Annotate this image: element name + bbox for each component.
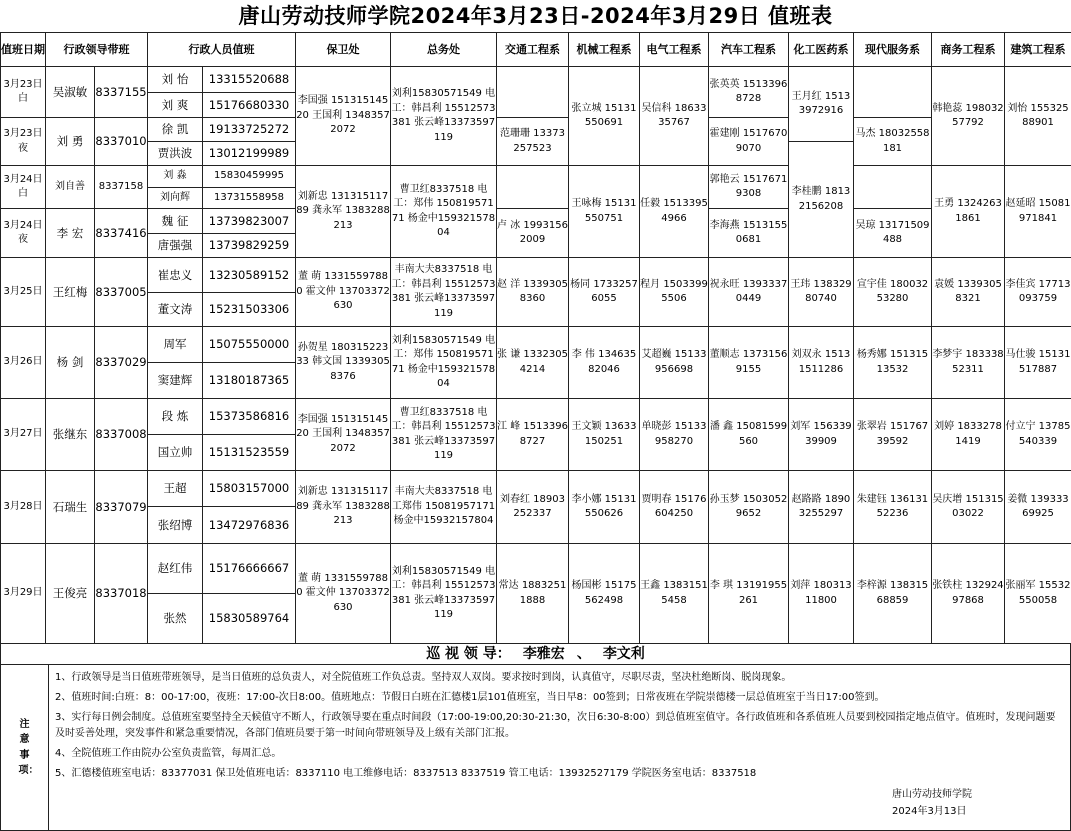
leader-phone: 8337155 xyxy=(95,67,148,118)
dept-cell: 王鑫 13831515458 xyxy=(640,544,709,644)
leader-name: 吴淑敏 xyxy=(46,67,95,118)
dept-cell: 郭艳云 15176719308 xyxy=(709,166,789,209)
notes-label-text: 注意事项： xyxy=(18,718,39,776)
staff-phone: 13230589152 xyxy=(203,258,296,293)
staff-name: 崔忠义 xyxy=(148,258,203,293)
header-security: 保卫处 xyxy=(296,33,391,67)
dept-cell: 李梓源 13831568859 xyxy=(854,544,932,644)
dept-cell: 孙玉梦 15030529652 xyxy=(709,471,789,544)
staff-phone: 13472976836 xyxy=(203,507,296,544)
dept-cell: 霍建刚 15176709070 xyxy=(709,118,789,166)
dept-cell: 马杰 18032558181 xyxy=(854,118,932,166)
leader-name: 王红梅 xyxy=(46,258,95,327)
patrol-separator: 、 xyxy=(576,646,591,662)
dept-cell: 李 琪 13191955261 xyxy=(709,544,789,644)
note-item: 4、全院值班工作由院办公室负责监管，每周汇总。 xyxy=(55,747,282,759)
staff-name: 窦建辉 xyxy=(148,363,203,399)
leader-name: 刘 勇 xyxy=(46,118,95,166)
staff-name: 刘 怡 xyxy=(148,67,203,93)
dept-cell: 李海燕 15131550681 xyxy=(709,209,789,258)
staff-name: 董文涛 xyxy=(148,293,203,327)
dept-cell: 吴琼 13171509488 xyxy=(854,209,932,258)
leader-phone: 8337018 xyxy=(95,544,148,644)
staff-phone: 15830459995 xyxy=(203,166,296,188)
dept-cell: 李梦宇 18333852311 xyxy=(932,327,1005,399)
dept-cell: 任毅 15133954966 xyxy=(640,166,709,258)
security-cell: 董 萌 13315597880 霍文仲 13703372630 xyxy=(296,258,391,327)
dept-cell: 刘双永 15131511286 xyxy=(789,327,854,399)
header-dept-transport: 交通工程系 xyxy=(497,33,569,67)
dept-cell: 李小娜 15131550626 xyxy=(569,471,640,544)
date-cell: 3月23日白 xyxy=(1,67,46,118)
dept-cell: 吴庆增 15131503022 xyxy=(932,471,1005,544)
signature-org: 唐山劳动技师学院 xyxy=(892,789,972,800)
staff-phone: 13315520688 xyxy=(203,67,296,93)
staff-phone: 15373586816 xyxy=(203,399,296,435)
note-item: 3、实行每日例会制度。总值班室要坚持全天候值守不断人，行政领导要在重点时间段（17:00-19:00,20:30-21:30，次日6:30-8:00）到总值班室值守。各行政值班和各系值班人员要到校园指定地点值守。值班时，发现问题要及时妥善处理，突发事件和紧急重要情况，各部门值班员要于第一时间向带班领导及上级有关部门汇报。 xyxy=(55,712,1056,739)
leader-phone: 8337005 xyxy=(95,258,148,327)
dept-cell: 单晓彭 15133958270 xyxy=(640,399,709,471)
general-cell: 丰南大夫8337518 电工：韩昌利 15512573381 张云峰13373597119 xyxy=(391,258,497,327)
dept-cell: 董顺志 13731569155 xyxy=(709,327,789,399)
dept-cell: 艾超巍 15133956698 xyxy=(640,327,709,399)
staff-phone: 15131523559 xyxy=(203,435,296,471)
security-cell: 董 萌 13315597880 霍文仲 13703372630 xyxy=(296,544,391,644)
note-item: 2、值班时间:白班：8：00-17:00，夜班：17:00-次日8:00。值班地点：节假日白班在汇德楼1层101值班室，当日早8：00签到；日常夜班在学院崇德楼一层总值班室于当日17:00签到。 xyxy=(55,692,885,703)
patrol-name: 李雅宏 xyxy=(522,646,565,662)
leader-name: 王俊亮 xyxy=(46,544,95,644)
note-item: 5、汇德楼值班室电话：83377031 保卫处值班电话：8337110 电工维修电话：8337513 8337519 管工电话：13932527179 学院医务室电话：8337518 xyxy=(55,767,757,779)
dept-cell: 朱建钰 13613152236 xyxy=(854,471,932,544)
staff-phone: 15803157000 xyxy=(203,471,296,507)
leader-phone: 8337010 xyxy=(95,118,148,166)
dept-cell: 付立宁 13785540339 xyxy=(1005,399,1071,471)
staff-name: 徐 凯 xyxy=(148,118,203,142)
dept-cell: 范珊珊 13373257523 xyxy=(497,118,569,166)
dept-cell: 赵 洋 13393058360 xyxy=(497,258,569,327)
dept-cell: 王玮 13832980740 xyxy=(789,258,854,327)
staff-phone: 15176680330 xyxy=(203,93,296,118)
security-cell: 李国强 15131514520 王国利 13483572072 xyxy=(296,399,391,471)
leader-name: 杨 剑 xyxy=(46,327,95,399)
dept-cell: 刘春红 18903252337 xyxy=(497,471,569,544)
staff-name: 刘向辉 xyxy=(148,188,203,209)
staff-name: 刘 淼 xyxy=(148,166,203,188)
dept-cell: 王勇 13242631861 xyxy=(932,166,1005,258)
staff-name: 国立帅 xyxy=(148,435,203,471)
dept-cell: 宣宇佳 18003253280 xyxy=(854,258,932,327)
dept-cell: 赵延昭 15081971841 xyxy=(1005,166,1071,258)
dept-cell: 李佳宾 17713093759 xyxy=(1005,258,1071,327)
patrol-name: 李文利 xyxy=(602,646,645,662)
header-leader: 行政领导带班 xyxy=(46,33,148,67)
header-staff: 行政人员值班 xyxy=(148,33,296,67)
leader-phone: 8337158 xyxy=(95,166,148,209)
staff-name: 张绍博 xyxy=(148,507,203,544)
staff-name: 刘 爽 xyxy=(148,93,203,118)
staff-phone: 13731558958 xyxy=(203,188,296,209)
header-dept-modern-service: 现代服务系 xyxy=(854,33,932,67)
header-general: 总务处 xyxy=(391,33,497,67)
date-cell: 3月25日 xyxy=(1,258,46,327)
dept-cell: 张丽军 15532550058 xyxy=(1005,544,1071,644)
general-cell: 刘利15830571549 电工：韩昌利 15512573381 张云峰13373597119 xyxy=(391,544,497,644)
staff-name: 魏 征 xyxy=(148,209,203,234)
dept-cell: 张翠岩 15176739592 xyxy=(854,399,932,471)
dept-cell: 吴信科 1863335767 xyxy=(640,67,709,166)
dept-cell: 贾明春 15176604250 xyxy=(640,471,709,544)
staff-name: 唐强强 xyxy=(148,234,203,258)
dept-cell-blank xyxy=(497,166,569,209)
staff-name: 段 炼 xyxy=(148,399,203,435)
leader-phone: 8337416 xyxy=(95,209,148,258)
header-dept-automotive: 汽车工程系 xyxy=(709,33,789,67)
staff-phone: 13180187365 xyxy=(203,363,296,399)
general-cell: 刘利15830571549 电工：韩昌利 15512573381 张云峰13373597119 xyxy=(391,67,497,166)
security-cell: 刘新忠 13131511789 龚永军 1383288213 xyxy=(296,166,391,258)
dept-cell: 王月红 15133972916 xyxy=(789,67,854,142)
dept-cell: 姜微 13933369925 xyxy=(1005,471,1071,544)
dept-cell: 祝永旺 13933370449 xyxy=(709,258,789,327)
header-dept-electrical: 电气工程系 xyxy=(640,33,709,67)
duty-table xyxy=(0,32,1071,644)
date-cell: 3月28日 xyxy=(1,471,46,544)
date-cell: 3月27日 xyxy=(1,399,46,471)
dept-cell: 程月 15033995506 xyxy=(640,258,709,327)
security-cell: 孙贺星 18031522333 韩文国 13393058376 xyxy=(296,327,391,399)
staff-phone: 13739823007 xyxy=(203,209,296,234)
leader-name: 石瑞生 xyxy=(46,471,95,544)
staff-name: 周军 xyxy=(148,327,203,363)
dept-cell: 张 谦 13323054214 xyxy=(497,327,569,399)
signature-block xyxy=(892,786,972,820)
dept-cell: 杨同 17332576055 xyxy=(569,258,640,327)
header-dept-mechanical: 机械工程系 xyxy=(569,33,640,67)
dept-cell: 潘 鑫 15081599560 xyxy=(709,399,789,471)
leader-phone: 8337008 xyxy=(95,399,148,471)
dept-cell: 马仕骏 15131517887 xyxy=(1005,327,1071,399)
dept-cell: 刘婷 18332781419 xyxy=(932,399,1005,471)
general-cell: 曹卫红8337518 电工：韩昌利 15512573381 张云峰13373597119 xyxy=(391,399,497,471)
security-cell: 李国强 15131514520 王国利 13483572072 xyxy=(296,67,391,166)
staff-phone: 19133725272 xyxy=(203,118,296,142)
date-cell: 3月26日 xyxy=(1,327,46,399)
staff-phone: 15231503306 xyxy=(203,293,296,327)
dept-cell: 刘军 15633939909 xyxy=(789,399,854,471)
general-cell: 刘利15830571549 电工：郑伟 15081957171 杨金中15932157804 xyxy=(391,327,497,399)
staff-name: 贾洪波 xyxy=(148,142,203,166)
dept-cell: 张英英 15133968728 xyxy=(709,67,789,118)
date-cell: 3月23日夜 xyxy=(1,118,46,166)
staff-phone: 15830589764 xyxy=(203,594,296,644)
staff-phone: 13739829259 xyxy=(203,234,296,258)
staff-phone: 15075550000 xyxy=(203,327,296,363)
signature-date: 2024年3月13日 xyxy=(892,806,967,817)
patrol-leaders xyxy=(0,644,1071,664)
patrol-label: 巡 视 领 导： xyxy=(426,646,511,662)
dept-cell: 韩艳蕊 19803257792 xyxy=(932,67,1005,166)
dept-cell: 赵路路 18903255297 xyxy=(789,471,854,544)
dept-cell: 王文颖 13633150251 xyxy=(569,399,640,471)
leader-name: 张继东 xyxy=(46,399,95,471)
notes-table xyxy=(0,664,1071,831)
dept-cell: 杨秀娜 15131513532 xyxy=(854,327,932,399)
staff-name: 王超 xyxy=(148,471,203,507)
note-item: 1、行政领导是当日值班带班领导，是当日值班的总负责人，对全院值班工作负总责。坚持双人双岗。要求按时到岗，认真值守，尽职尽责，坚决杜绝断岗、脱岗现象。 xyxy=(55,672,792,683)
header-dept-business: 商务工程系 xyxy=(932,33,1005,67)
leader-name: 李 宏 xyxy=(46,209,95,258)
dept-cell: 李 伟 13463582046 xyxy=(569,327,640,399)
staff-phone: 15176666667 xyxy=(203,544,296,594)
dept-cell: 李桂鹏 18132156208 xyxy=(789,142,854,258)
header-dept-construction: 建筑工程系 xyxy=(1005,33,1071,67)
header-date: 值班日期 xyxy=(1,33,46,67)
dept-cell-blank xyxy=(854,67,932,118)
dept-cell: 常达 18832511888 xyxy=(497,544,569,644)
notes-body xyxy=(49,665,1071,831)
dept-cell: 张铁柱 13292497868 xyxy=(932,544,1005,644)
dept-cell: 卢 冰 19931562009 xyxy=(497,209,569,258)
dept-cell: 杨国彬 15175562498 xyxy=(569,544,640,644)
dept-cell: 袁媛 13393058321 xyxy=(932,258,1005,327)
dept-cell: 刘萍 18031311800 xyxy=(789,544,854,644)
header-dept-chemical: 化工医药系 xyxy=(789,33,854,67)
staff-name: 赵红伟 xyxy=(148,544,203,594)
leader-phone: 8337079 xyxy=(95,471,148,544)
security-cell: 刘新忠 13131511789 龚永军 1383288213 xyxy=(296,471,391,544)
general-cell: 丰南大夫8337518 电工郑伟 15081957171 杨金中15932157804 xyxy=(391,471,497,544)
leader-phone: 8337029 xyxy=(95,327,148,399)
notes-label xyxy=(1,665,49,831)
staff-name: 张然 xyxy=(148,594,203,644)
dept-cell: 刘怡 15532588901 xyxy=(1005,67,1071,166)
dept-cell: 王咏梅 15131550751 xyxy=(569,166,640,258)
dept-cell: 江 峰 15133968727 xyxy=(497,399,569,471)
dept-cell-blank xyxy=(854,166,932,209)
staff-phone: 13012199989 xyxy=(203,142,296,166)
leader-name: 刘自善 xyxy=(46,166,95,209)
date-cell: 3月24日白 xyxy=(1,166,46,209)
date-cell: 3月24日夜 xyxy=(1,209,46,258)
date-cell: 3月29日 xyxy=(1,544,46,644)
dept-cell: 张立城 15131550691 xyxy=(569,67,640,166)
page-title: 唐山劳动技师学院2024年3月23日-2024年3月29日 值班表 xyxy=(238,4,833,28)
general-cell: 曹卫红8337518 电工：郑伟 15081957171 杨金中15932157804 xyxy=(391,166,497,258)
dept-cell-blank xyxy=(497,67,569,118)
